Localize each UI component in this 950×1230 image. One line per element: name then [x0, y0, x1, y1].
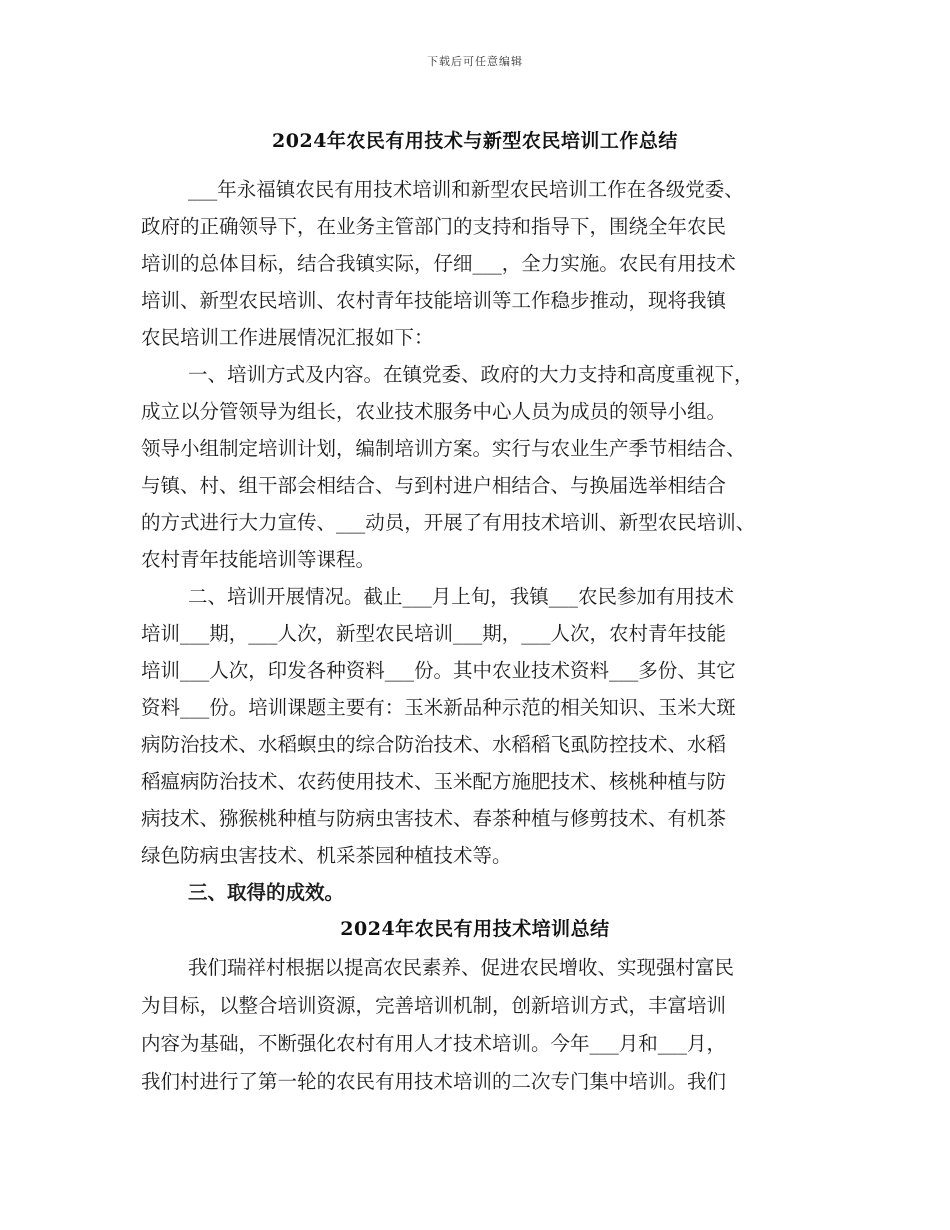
paragraph-line: 培训的总体目标，结合我镇实际，仔细___，全力实施。农民有用技术 [141, 252, 736, 275]
paragraph-line: 病技术、猕猴桃种植与防病虫害技术、春茶种植与修剪技术、有机茶 [141, 807, 727, 830]
sub-title: 2024年农民有用技术培训总结 [340, 918, 610, 940]
paragraph-line: 培训、新型农民培训、农村青年技能培训等工作稳步推动，现将我镇 [141, 289, 727, 312]
document-title: 2024年农民有用技术与新型农民培训工作总结 [272, 130, 678, 152]
paragraph-line: 政府的正确领导下，在业务主管部门的支持和指导下，围绕全年农民 [141, 215, 727, 238]
paragraph-line: 的方式进行大力宣传、___动员，开展了有用技术培训、新型农民培训、 [141, 511, 756, 534]
paragraph-line: 我们瑞祥村根据以提高农民素养、促进农民增收、实现强村富民 [188, 956, 735, 979]
section-heading: 三、取得的成效。 [188, 881, 345, 904]
paragraph-line: ___年永福镇农民有用技术培训和新型农民培训工作在各级党委、 [188, 178, 744, 201]
paragraph-line: 成立以分管领导为组长，农业技术服务中心人员为成员的领导小组。 [141, 400, 727, 423]
paragraph-line: 二、培训开展情况。截止___月上旬，我镇___农民参加有用技术 [188, 585, 735, 608]
paragraph-line: 领导小组制定培训计划，编制培训方案。实行与农业生产季节相结合、 [141, 437, 746, 460]
paragraph-line: 培训___期，___人次，新型农民培训___期，___人次，农村青年技能 [141, 622, 727, 645]
paragraph-line: 农村青年技能培训等课程。 [141, 548, 376, 571]
paragraph-line: 资料___份。培训课题主要有：玉米新品种示范的相关知识、玉米大斑 [141, 696, 736, 719]
paragraph-line: 培训___人次，印发各种资料___份。其中农业技术资料___多份、其它 [141, 659, 736, 682]
paragraph-line: 农民培训工作进展情况汇报如下： [141, 326, 434, 349]
paragraph-line: 稻瘟病防治技术、农药使用技术、玉米配方施肥技术、核桃种植与防 [141, 770, 727, 793]
paragraph-line: 一、培训方式及内容。在镇党委、政府的大力支持和高度重视下， [188, 363, 754, 386]
paragraph-line: 为目标，以整合培训资源，完善培训机制，创新培训方式，丰富培训 [141, 994, 727, 1017]
paragraph-line: 我们村进行了第一轮的农民有用技术培训的二次专门集中培训。我们 [141, 1070, 727, 1093]
paragraph-line: 内容为基础，不断强化农村有用人才技术培训。今年___月和___月， [141, 1032, 727, 1055]
paragraph-line: 绿色防病虫害技术、机采茶园种植技术等。 [141, 844, 512, 867]
paragraph-line: 病防治技术、水稻螟虫的综合防治技术、水稻稻飞虱防控技术、水稻 [141, 733, 727, 756]
paragraph-line: 与镇、村、组干部会相结合、与到村进户相结合、与换届选举相结合 [141, 474, 727, 497]
header-note: 下载后可任意编辑 [427, 55, 523, 68]
